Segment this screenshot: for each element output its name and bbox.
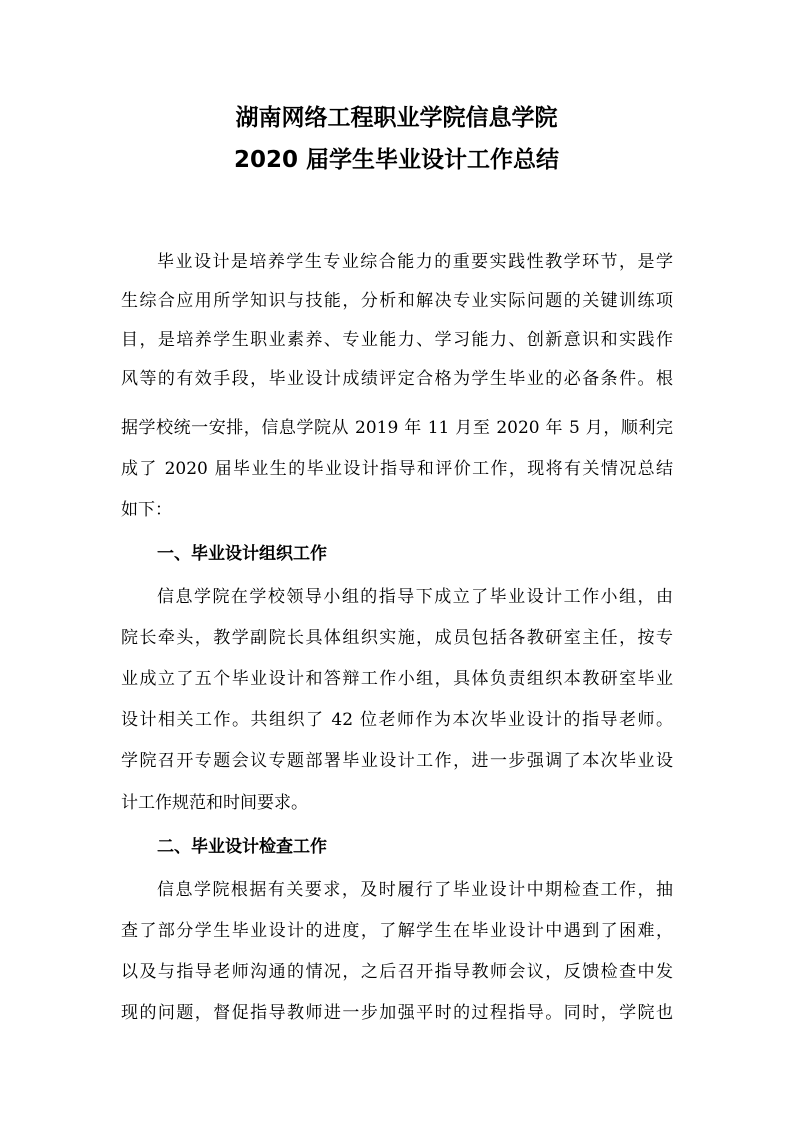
intro-line: 毕业设计是培养学生专业综合能力的重要实践性教学环节，是学 — [157, 252, 673, 272]
section1-line: 业成立了五个毕业设计和答辩工作小组，具体负责组织本教研室毕业 — [121, 669, 673, 689]
section2-line: 以及与指导老师沟通的情况，之后召开指导教师会议，反馈检查中发 — [121, 962, 673, 982]
section1-line: 信息学院在学校领导小组的指导下成立了毕业设计工作小组，由 — [157, 587, 673, 607]
intro-line: 成了 2020 届毕业生的毕业设计指导和评价工作，现将有关情况总结 — [121, 459, 673, 479]
section-heading-inspection: 二、毕业设计检查工作 — [157, 837, 327, 857]
intro-line: 据学校统一安排，信息学院从 2019 年 11 月至 2020 年 5 月，顺利完 — [121, 418, 673, 438]
section2-line: 查了部分学生毕业设计的进度，了解学生在毕业设计中遇到了困难， — [121, 921, 673, 941]
intro-line: 生综合应用所学知识与技能，分析和解决专业实际问题的关键训练项 — [121, 291, 673, 311]
section1-line: 院长牵头，教学副院长具体组织实施，成员包括各教研室主任，按专 — [121, 628, 673, 648]
section1-line: 学院召开专题会议专题部署毕业设计工作，进一步强调了本次毕业设 — [121, 751, 673, 771]
section-heading-organization: 一、毕业设计组织工作 — [157, 544, 327, 564]
document-title-line-2: 2020 届学生毕业设计工作总结 — [233, 147, 560, 173]
section2-line: 信息学院根据有关要求，及时履行了毕业设计中期检查工作，抽 — [157, 880, 673, 900]
intro-line: 风等的有效手段，毕业设计成绩评定合格为学生毕业的必备条件。根 — [121, 369, 673, 389]
document-title-line-1: 湖南网络工程职业学院信息学院 — [235, 105, 558, 131]
intro-line: 如下： — [121, 500, 172, 520]
section1-line: 计工作规范和时间要求。 — [121, 793, 308, 813]
intro-line: 目，是培养学生职业素养、专业能力、学习能力、创新意识和实践作 — [121, 330, 673, 350]
section1-line: 设计相关工作。共组织了 42 位老师作为本次毕业设计的指导老师。 — [121, 710, 673, 730]
section2-line: 现的问题，督促指导教师进一步加强平时的过程指导。同时，学院也 — [121, 1003, 673, 1023]
